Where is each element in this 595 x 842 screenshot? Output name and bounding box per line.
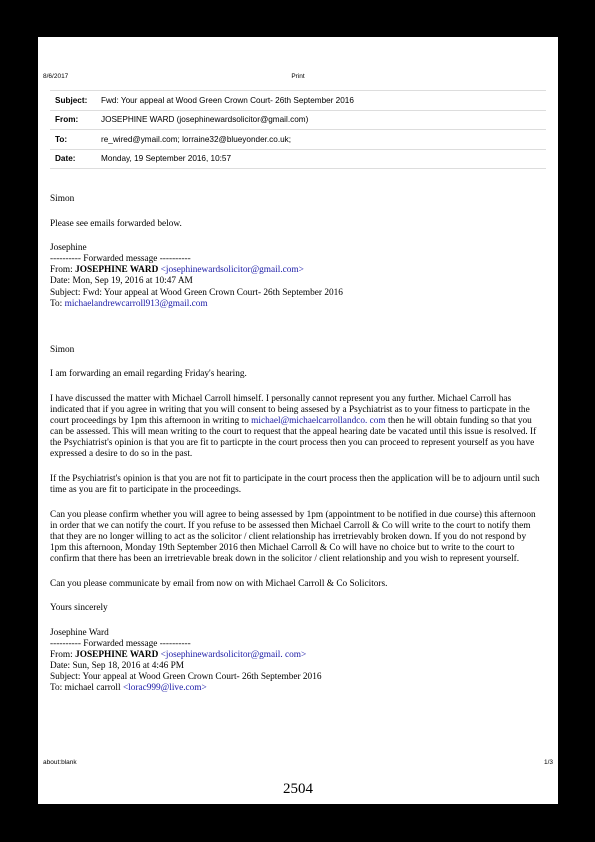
- sender-name: JOSEPHINE WARD: [75, 650, 159, 661]
- subject-label: Subject:: [55, 95, 88, 105]
- date-value: Monday, 19 September 2016, 10:57: [101, 154, 232, 164]
- forward-from: From: JOSEPHINE WARD <josephinewardsolicitor@gmail.com>: [50, 265, 304, 276]
- closing: Yours sincerely: [50, 603, 108, 614]
- email-link[interactable]: michael@michaelcarrollandco. com: [251, 416, 386, 427]
- sender-name: JOSEPHINE WARD: [75, 265, 159, 276]
- paragraph-4: Can you please confirm whether you will agree to being assessed by 1pm (appointment to be notified in due course) this afternoon in order that we can notify the court. If you refuse to be assessed then Michael Carroll & Co will write to the court to notify them that they are no longer willing to act as the solicitor / client relationship has irretrievably broken down. If you do not respond by 1pm this afternoon, Monday 19th September 2016 then Michael Carroll & Co will have no choice but to write to the court to confirm that there has been an irretrievable break down in the solicitor / client relationship and you wish to represent yourself.: [50, 509, 536, 565]
- date-label: Date:: [55, 154, 76, 164]
- print-title: Print: [291, 73, 305, 80]
- from-label: From:: [55, 115, 79, 125]
- to-label: To:: [55, 134, 68, 144]
- forward-date: Date: Mon, Sep 19, 2016 at 10:47 AM: [50, 276, 193, 287]
- footer-page-count: 1/3: [543, 759, 553, 766]
- date-row: [50, 150, 546, 170]
- forward-divider: ---------- Forwarded message ----------: [50, 638, 191, 649]
- to-row: [50, 130, 546, 150]
- paragraph-1: I am forwarding an email regarding Friday's hearing.: [50, 369, 247, 380]
- forward-date: Date: Sun, Sep 18, 2016 at 4:46 PM: [50, 661, 185, 672]
- from-row: [50, 111, 546, 131]
- sender-email-link[interactable]: <josephinewardsolicitor@gmail. com>: [160, 650, 307, 661]
- forward-subject: Subject: Fwd: Your appeal at Wood Green Crown Court- 26th September 2016: [50, 287, 343, 298]
- sender-email-link[interactable]: <josephinewardsolicitor@gmail.com>: [160, 265, 304, 276]
- footer-url: about:blank: [43, 759, 77, 766]
- signoff: Josephine: [50, 243, 87, 254]
- subject-row: [50, 91, 546, 111]
- recipient-email-link[interactable]: michaelandrewcarroll913@gmail.com: [64, 298, 208, 309]
- paragraph-5: Can you please communicate by email from now on with Michael Carroll & Co Solicitors.: [50, 578, 388, 589]
- subject-value: Fwd: Your appeal at Wood Green Crown Court- 26th September 2016: [101, 95, 354, 105]
- forward-from: From: JOSEPHINE WARD <josephinewardsolicitor@gmail. com>: [50, 650, 307, 661]
- email-header: [50, 90, 546, 169]
- greeting: Simon: [50, 194, 75, 204]
- forward-to: To: michael carroll <lorac999@live.com>: [50, 683, 207, 694]
- forward-divider: ---------- Forwarded message ----------: [50, 254, 191, 265]
- signoff: Josephine Ward: [50, 627, 109, 638]
- forward-subject: Subject: Your appeal at Wood Green Crown Court- 26th September 2016: [50, 672, 322, 683]
- forward-to: To: michaelandrewcarroll913@gmail.com: [50, 298, 208, 309]
- from-value: JOSEPHINE WARD (josephinewardsolicitor@gmail.com): [101, 115, 309, 125]
- paragraph-3: If the Psychiatrist's opinion is that you are not fit to participate in the court process then the application will be to adjourn until such time as you are fit to participate in the proceedings.: [50, 474, 540, 496]
- forwarded-block-1: [50, 254, 540, 309]
- recipient-email-link[interactable]: <lorac999@live.com>: [122, 683, 207, 694]
- page-number: 2504: [283, 781, 313, 797]
- email-body: [50, 194, 540, 694]
- to-value: re_wired@ymail.com; lorraine32@blueyonder.co.uk;: [101, 134, 292, 144]
- greeting: Simon: [50, 344, 75, 355]
- paragraph-2: I have discussed the matter with Michael Carroll himself. I personally cannot represent you any further. Michael Carroll has indicated that if you agree in writing that you will consent to being assesed by a Psychiatrist as to your fitness to particpate in the court proceedings by 1pm this afternoon in writing to michael@michaelcarrollandco. com then he will obtain funding so that you can be assessed. This will mean writing to the court to request that the appeal hearing date be vacated until this issue is resolved. If the Psychiatrist's opinion is that you are fit to particpte in the court process then you can proceed to represent yourself as you have expressed a desire to do so in the past.: [50, 393, 537, 460]
- forwarded-block-2: [50, 639, 540, 694]
- printed-page: [38, 37, 558, 804]
- intro-text: Please see emails forwarded below.: [50, 218, 182, 229]
- print-date: 8/6/2017: [43, 73, 69, 80]
